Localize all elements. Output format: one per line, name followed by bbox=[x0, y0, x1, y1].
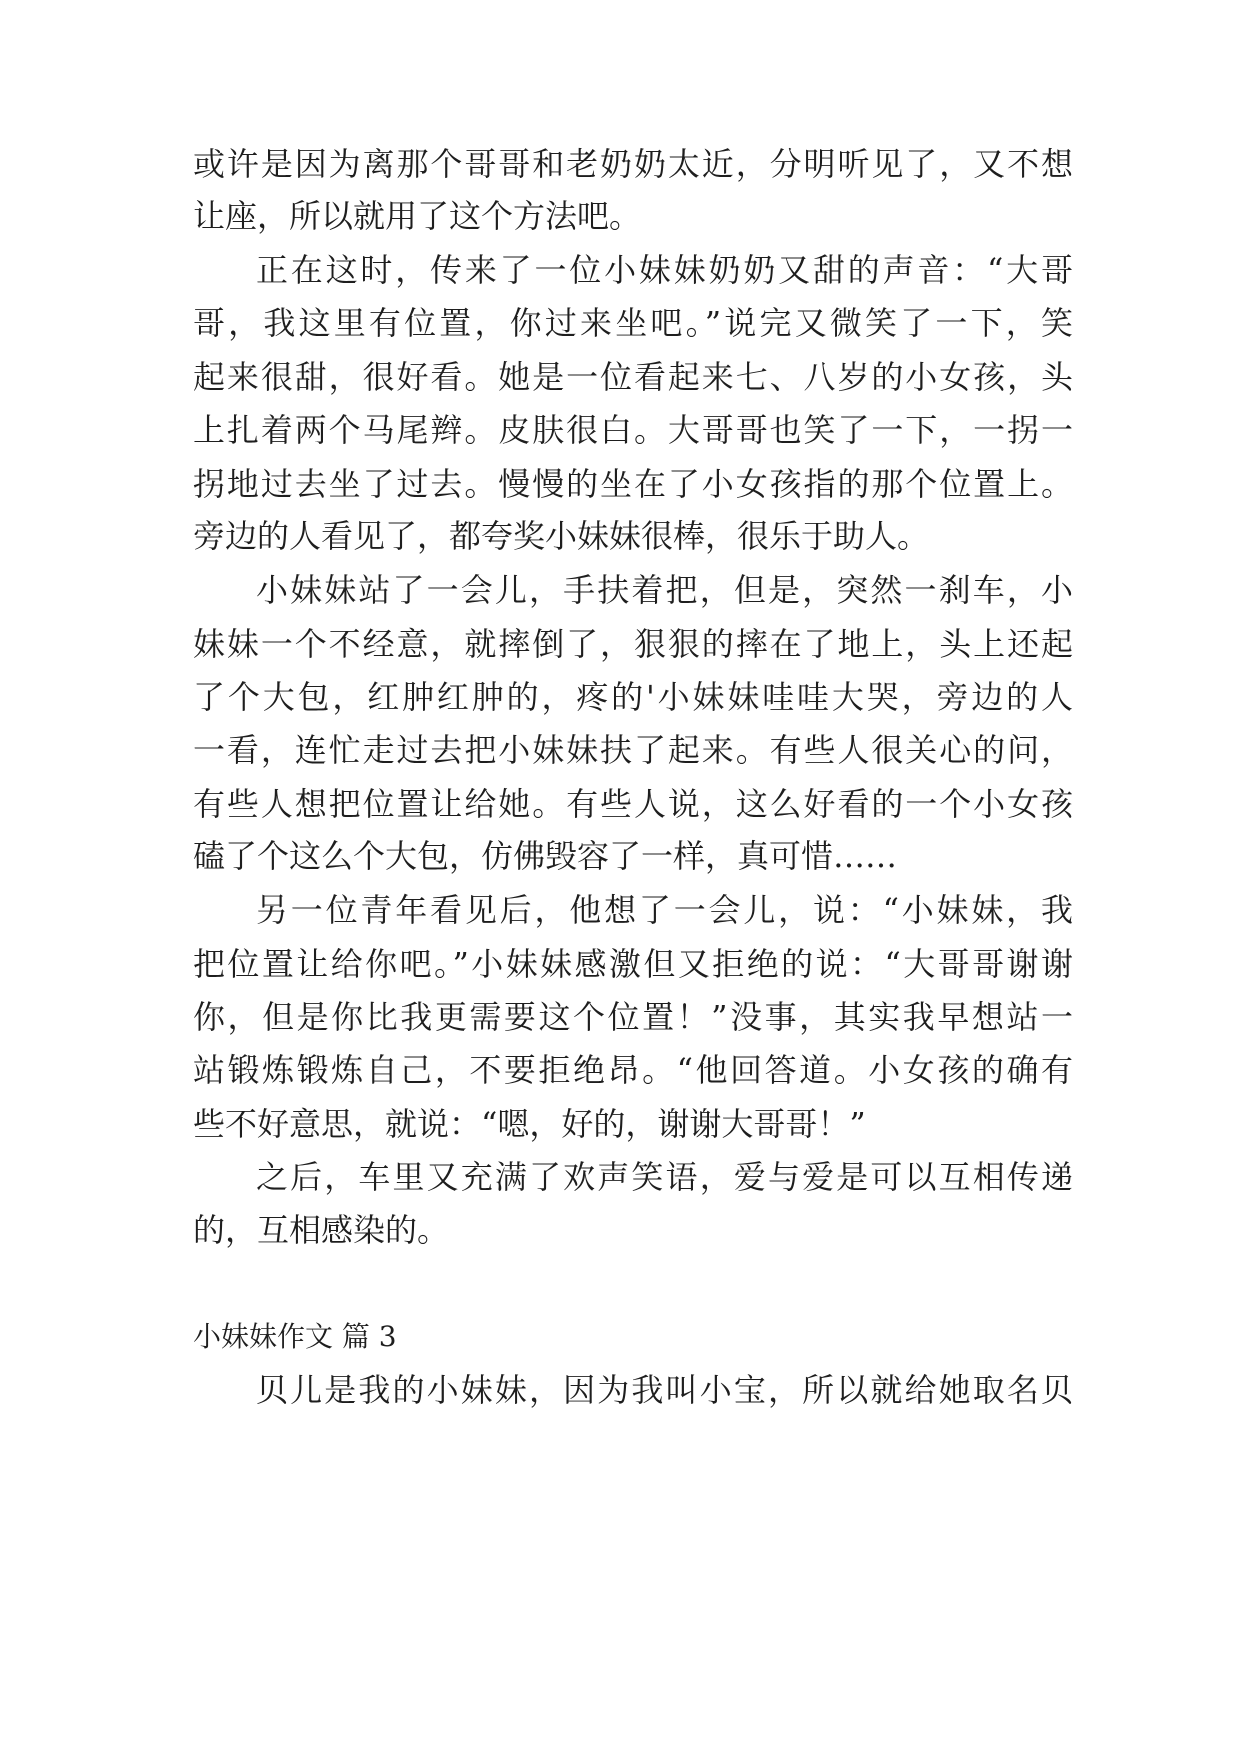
text-line: 你，但是你比我更需要这个位置！”没事，其实我早想站一 bbox=[193, 998, 1073, 1036]
text-line: 起来很甜，很好看。她是一位看起来七、八岁的小女孩，头 bbox=[193, 358, 1073, 396]
text-line: 另一位青年看见后，他想了一会儿，说：“小妹妹，我 bbox=[256, 891, 1073, 929]
text-line: 站锻炼锻炼自己，不要拒绝昂。“他回答道。小女孩的确有 bbox=[193, 1051, 1073, 1089]
text-line: 了个大包，红肿红肿的，疼的'小妹妹哇哇大哭，旁边的人 bbox=[193, 678, 1073, 716]
text-line: 贝儿是我的小妹妹，因为我叫小宝，所以就给她取名贝 bbox=[256, 1371, 1073, 1409]
text-line: 上扎着两个马尾辫。皮肤很白。大哥哥也笑了一下，一拐一 bbox=[193, 411, 1073, 449]
text-line: 小妹妹站了一会儿，手扶着把，但是，突然一刹车，小 bbox=[256, 571, 1073, 609]
text-line: 些不好意思，就说：“嗯，好的，谢谢大哥哥！” bbox=[193, 1105, 866, 1143]
text-line: 正在这时，传来了一位小妹妹奶奶又甜的声音：“大哥 bbox=[256, 251, 1073, 289]
text-line: 拐地过去坐了过去。慢慢的坐在了小女孩指的那个位置上。 bbox=[193, 465, 1073, 503]
text-line: 磕了个这么个大包，仿佛毁容了一样，真可惜…… bbox=[193, 837, 898, 875]
text-line: 哥，我这里有位置，你过来坐吧。”说完又微笑了一下，笑 bbox=[193, 304, 1073, 342]
text-line: 有些人想把位置让给她。有些人说，这么好看的一个小女孩 bbox=[193, 785, 1073, 823]
text-line: 一看，连忙走过去把小妹妹扶了起来。有些人很关心的问， bbox=[193, 731, 1073, 769]
text-line: 让座，所以就用了这个方法吧。 bbox=[193, 197, 642, 235]
text-line: 或许是因为离那个哥哥和老奶奶太近，分明听见了，又不想 bbox=[193, 145, 1073, 183]
section-heading: 小妹妹作文 篇 3 bbox=[193, 1320, 397, 1353]
text-line: 之后，车里又充满了欢声笑语，爱与爱是可以互相传递 bbox=[256, 1158, 1073, 1196]
text-line: 把位置让给你吧。”小妹妹感激但又拒绝的说：“大哥哥谢谢 bbox=[193, 945, 1073, 983]
text-line: 妹妹一个不经意，就摔倒了，狠狠的摔在了地上，头上还起 bbox=[193, 625, 1073, 663]
text-line: 的，互相感染的。 bbox=[193, 1211, 450, 1249]
text-line: 旁边的人看见了，都夸奖小妹妹很棒，很乐于助人。 bbox=[193, 517, 930, 555]
